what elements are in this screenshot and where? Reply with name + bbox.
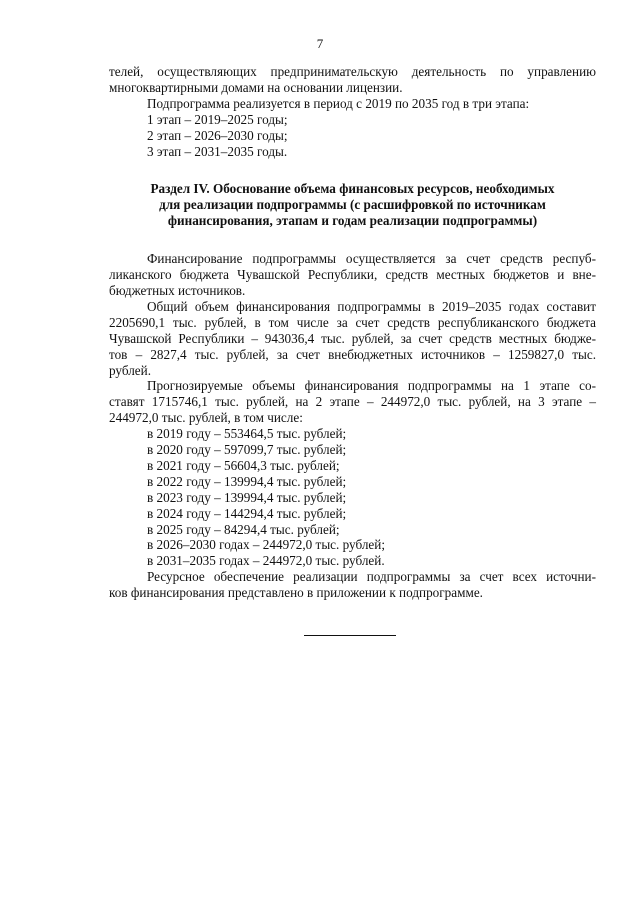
page-body	[109, 64, 596, 601]
paragraph-line: Финансирование подпрограммы осуществляется за счет средств респуб-	[147, 251, 596, 267]
paragraph-line: тов – 2827,4 тыс. рублей, за счет внебюджетных источников – 1259827,0 тыс.	[109, 346, 596, 362]
paragraph-line: Общий объем финансирования подпрограммы в 2019–2035 годах составит	[147, 298, 596, 314]
year-item: в 2022 году – 139994,4 тыс. рублей;	[147, 473, 347, 489]
paragraph-line: Прогнозируемые объемы финансирования подпрограммы на 1 этапе со-	[147, 378, 596, 394]
year-item: в 2025 году – 84294,4 тыс. рублей;	[147, 521, 340, 537]
paragraph-line: 244972,0 тыс. рублей, в том числе:	[109, 410, 303, 426]
end-divider	[304, 635, 396, 636]
paragraph-line: ликанского бюджета Чувашской Республики, средств местных бюджетов и вне-	[109, 267, 596, 283]
stage-item: 3 этап – 2031–2035 годы.	[147, 143, 288, 159]
paragraph-line: 2205690,1 тыс. рублей, в том числе за счет средств республиканского бюджета	[109, 314, 596, 330]
year-item: в 2019 году – 553464,5 тыс. рублей;	[147, 426, 347, 442]
yearly-financing-list	[109, 426, 596, 569]
year-item: в 2023 году – 139994,4 тыс. рублей;	[147, 489, 347, 505]
period-text: Подпрограмма реализуется в период с 2019 по 2035 год в три этапа:	[147, 95, 530, 111]
intro-line-2: многоквартирными домами на основании лицензии.	[109, 79, 403, 95]
paragraph-line: ставят 1715746,1 тыс. рублей, на 2 этапе – 244972,0 тыс. рублей, на 3 этапе –	[109, 394, 596, 410]
year-item: в 2020 году – 597099,7 тыс. рублей;	[147, 442, 347, 458]
year-item: в 2024 году – 144294,4 тыс. рублей;	[147, 505, 347, 521]
section-heading	[109, 181, 596, 229]
paragraph-resource-provision	[109, 569, 596, 601]
intro-line-1: телей, осуществляющих предпринимательскую деятельность по управлению	[109, 64, 596, 79]
paragraph-line: ков финансирования представлено в приложении к подпрограмме.	[109, 585, 483, 601]
section-title-line: для реализации подпрограммы (с расшифровкой по источникам	[159, 197, 546, 213]
paragraph-line: Чувашской Республики – 943036,4 тыс. рублей, за счет средств местных бюдже-	[109, 330, 596, 346]
paragraph-line: рублей.	[109, 362, 152, 378]
year-item: в 2021 году – 56604,3 тыс. рублей;	[147, 457, 340, 473]
stage-item: 2 этап – 2026–2030 годы;	[147, 127, 288, 143]
stage-item: 1 этап – 2019–2025 годы;	[147, 111, 288, 127]
paragraph-financing-sources	[109, 251, 596, 299]
paragraph-forecast	[109, 378, 596, 426]
paragraph-line: бюджетных источников.	[109, 282, 246, 298]
paragraph-line: Ресурсное обеспечение реализации подпрограммы за счет всех источни-	[147, 569, 596, 585]
year-item: в 2026–2030 годах – 244972,0 тыс. рублей;	[147, 537, 385, 553]
page-number: 7	[316, 36, 324, 51]
paragraph-total-volume	[109, 299, 596, 379]
section-title-line: финансирования, этапам и годам реализации подпрограммы)	[167, 213, 538, 229]
section-title-line: Раздел IV. Обоснование объема финансовых ресурсов, необходимых	[150, 181, 555, 197]
year-item: в 2031–2035 годах – 244972,0 тыс. рублей.	[147, 553, 385, 569]
